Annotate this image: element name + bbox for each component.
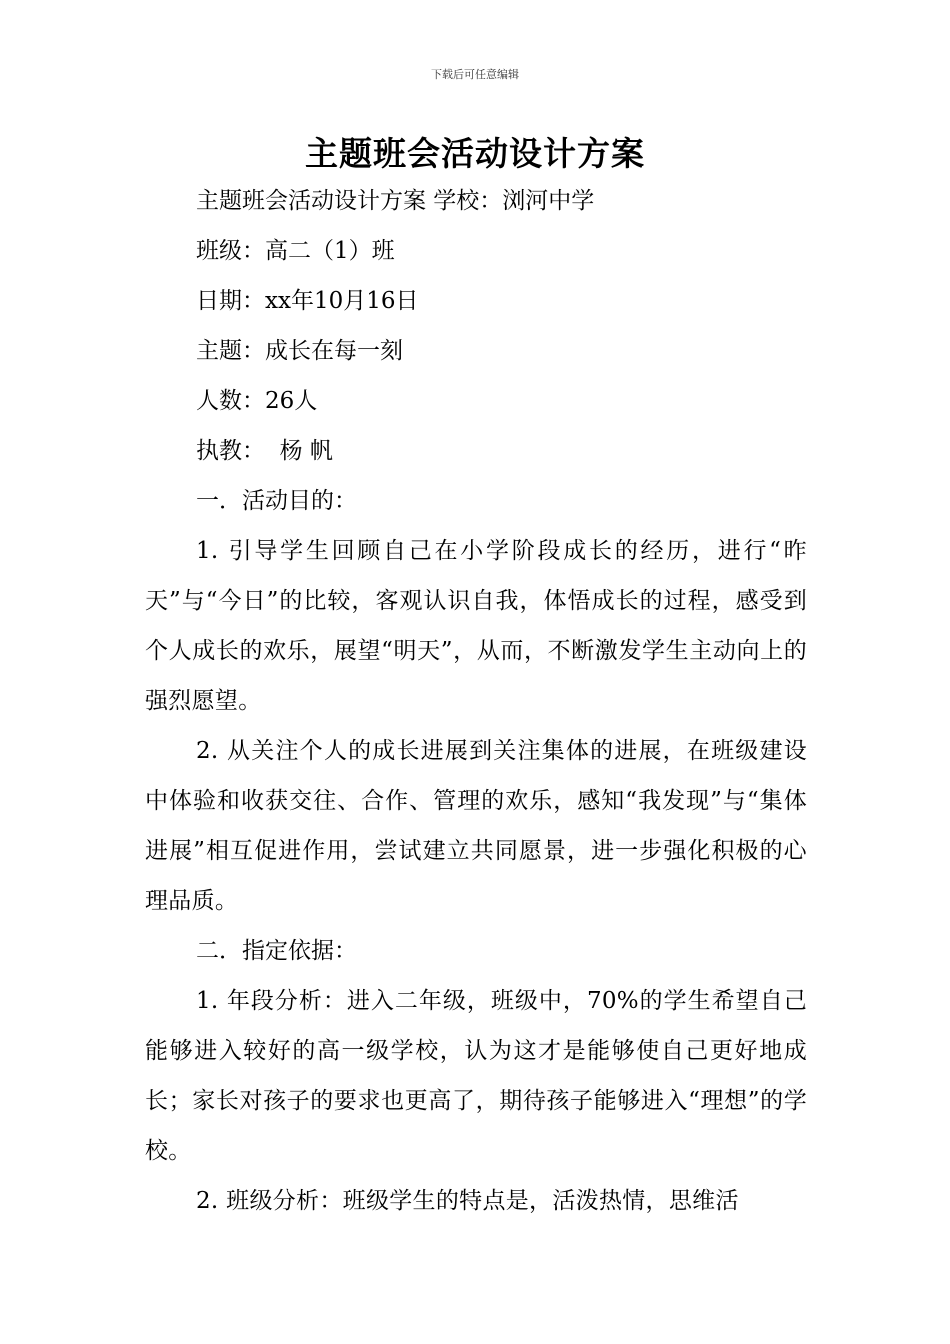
meta-teacher: 执教： 杨 帆 [196,438,333,464]
meta-class: 班级：高二（1）班 [196,238,395,264]
objective-paragraph: 2. 从关注个人的成长进展到关注集体的进展，在班级建设中体验和收获交往、合作、管理的欢乐，感知“我发现”与“集体进展”相互促进作用，尝试建立共同愿景，进一步强化积极的心理品质。 [145,738,807,914]
meta-headcount: 人数：26人 [196,388,318,414]
section-heading-basis: 二．指定依据： [196,938,357,964]
meta-theme: 主题：成长在每一刻 [196,338,403,364]
basis-paragraph: 1. 年段分析：进入二年级，班级中，70%的学生希望自己能够进入较好的高一级学校，认为这才是能够使自己更好地成长；家长对孩子的要求也更高了，期待孩子能够进入“理想”的学校。 [145,988,807,1164]
basis-paragraph: 2. 班级分析：班级学生的特点是，活泼热情，思维活 [196,1188,739,1214]
document-title: 主题班会活动设计方案 [305,134,645,173]
meta-date: 日期：xx年10月16日 [196,288,419,314]
meta-school: 主题班会活动设计方案 学校：浏河中学 [196,188,595,214]
document-body [145,176,807,1226]
objective-paragraph: 1. 引导学生回顾自己在小学阶段成长的经历，进行“昨天”与“今日”的比较，客观认识自我，体悟成长的过程，感受到个人成长的欢乐，展望“明天”，从而，不断激发学生主动向上的强烈愿望。 [145,538,807,714]
download-note: 下载后可任意编辑 [431,68,519,81]
section-heading-objectives: 一．活动目的： [196,488,357,514]
